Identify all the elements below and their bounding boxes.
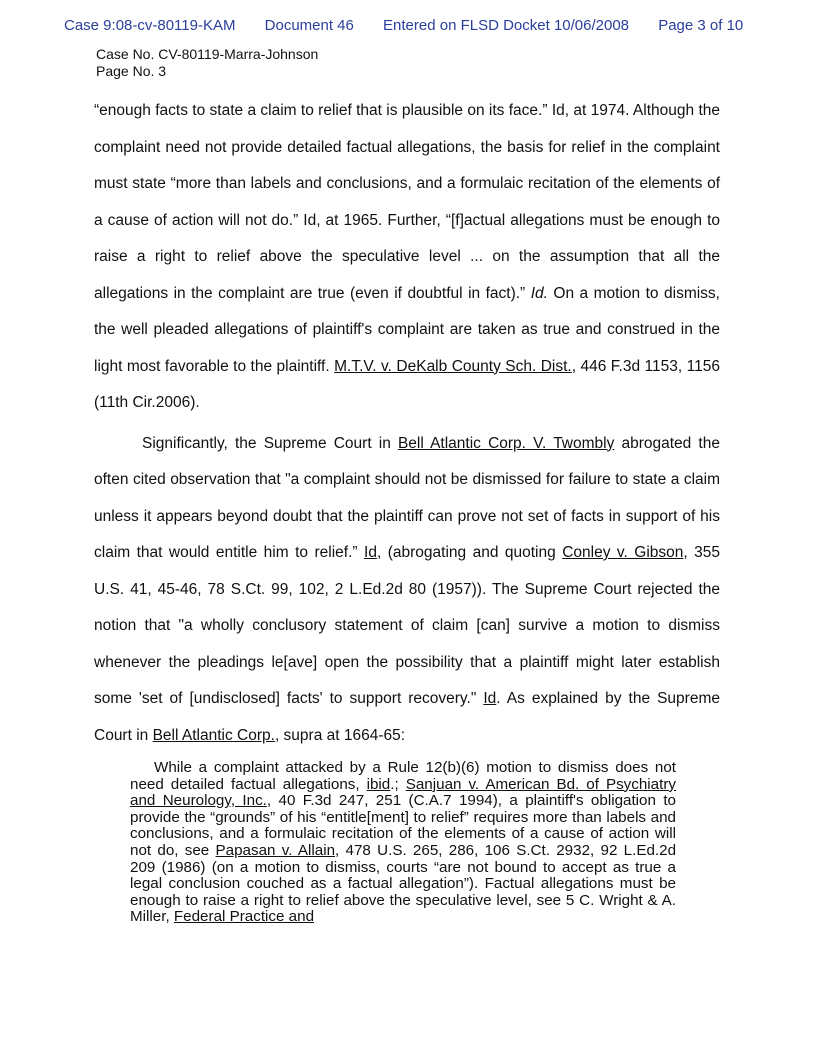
p2-cite-bell: Bell Atlantic Corp. V. Twombly [397,434,615,452]
q-text-1: While a complaint attacked by a Rule 12(b)(6) motion to dismiss does not need detailed factual allegations, [130,759,676,793]
p2-id-2: Id [483,690,497,707]
p2-id-1: Id [364,544,377,561]
p2-text-4: , 355 U.S. 41, 45-46, 78 S.Ct. 99, 102, 2 L.Ed.2d 80 (1957)). The Supreme Court rejected the notion that "a wholly conclusory statement of claim [can] survive a motion to dismiss whenever the pleadings le[ave] open the possibility that a plaintiff might later establish some 'set of [undisclosed] facts' to support recovery." [94,544,720,707]
page-number: Page No. 3 [96,63,167,79]
p1-text-1: “enough facts to state a claim to relief that is plausible on its face.” Id, at 1974. Although the complaint need not provide detailed factual allegations, the basis for relief in the complaint must state “more than labels and conclusions, and a formulaic recitation of the elements of a cause of action will not do.” Id, at 1965. Further, “[f]actual allegations must be enough to raise a right to relief above the speculative level ... on the assumption that all the allegations in the complaint are true (even if doubtful in fact).” [94,102,720,302]
q-cite-papasan: Papasan v. Allain [215,841,336,859]
p2-cite-conley: Conley v. Gibson [562,544,684,561]
p1-id-cite: Id. [530,284,548,302]
p2-text-5: . As explained by the Supreme Court in [94,690,720,744]
p2-text-6: , supra at 1664-65: [274,726,406,744]
docket-header [64,17,764,34]
case-caption [96,46,318,80]
p1-cite-mtv: M.T.V. v. DeKalb County Sch. Dist. [334,357,572,375]
p1-text-2: On a motion to dismiss, the well pleaded allegations of plaintiff's complaint are taken as true and construed in the light most favorable to the plaintiff. [94,284,720,375]
p1-text-3: , 446 F.3d 1153, 1156 (11th Cir.2006). [94,357,720,411]
paragraph-2 [94,426,720,755]
p2-text-3: , (abrogating and quoting [376,544,563,561]
block-quote [130,760,676,926]
docket-case-ref: Case 9:08-cv-80119-KAM [64,17,236,34]
p2-text-2: abrogated the often cited observation that "a complaint should not be dismissed for failure to state a claim unless it appears beyond doubt that the plaintiff can prove not set of facts in support of his claim that would entitle him to relief.” [94,434,720,561]
document-body [94,93,720,754]
docket-document: Document 46 [264,17,354,34]
docket-page: Page 3 of 10 [658,17,744,34]
docket-entered: Entered on FLSD Docket 10/06/2008 [383,17,630,34]
p2-text-1: Significantly, the Supreme Court in [142,434,398,452]
case-number: Case No. CV-80119-Marra-Johnson [96,46,319,62]
q-text-2: .; [390,775,406,793]
q-cite-sanjuan: Sanjuan v. American Bd. of Psychiatry and Neurology, Inc. [130,775,676,810]
p2-cite-bell-2: Bell Atlantic Corp. [152,726,275,744]
quote-paragraph [130,760,676,926]
q-text-4: , 478 U.S. 265, 286, 106 S.Ct. 2932, 92 L.Ed.2d 209 (1986) (on a motion to dismiss, courts “are not bound to accept as true a legal conclusion couched as a factual allegation”). Factual allegations must be enough to raise a right to relief above the speculative level, see 5 C. Wright & A. Miller, [130,841,677,926]
q-ibid: ibid [366,775,391,793]
q-text-3: , 40 F.3d 247, 251 (C.A.7 1994), a plaintiff's obligation to provide the “grounds” of his “entitle[ment] to relief” requires more than labels and conclusions, and a formulaic recitation of the elements of a cause of action will not do, see [130,792,676,859]
q-cite-fed-practice: Federal Practice and [173,908,315,926]
paragraph-1 [94,93,720,422]
